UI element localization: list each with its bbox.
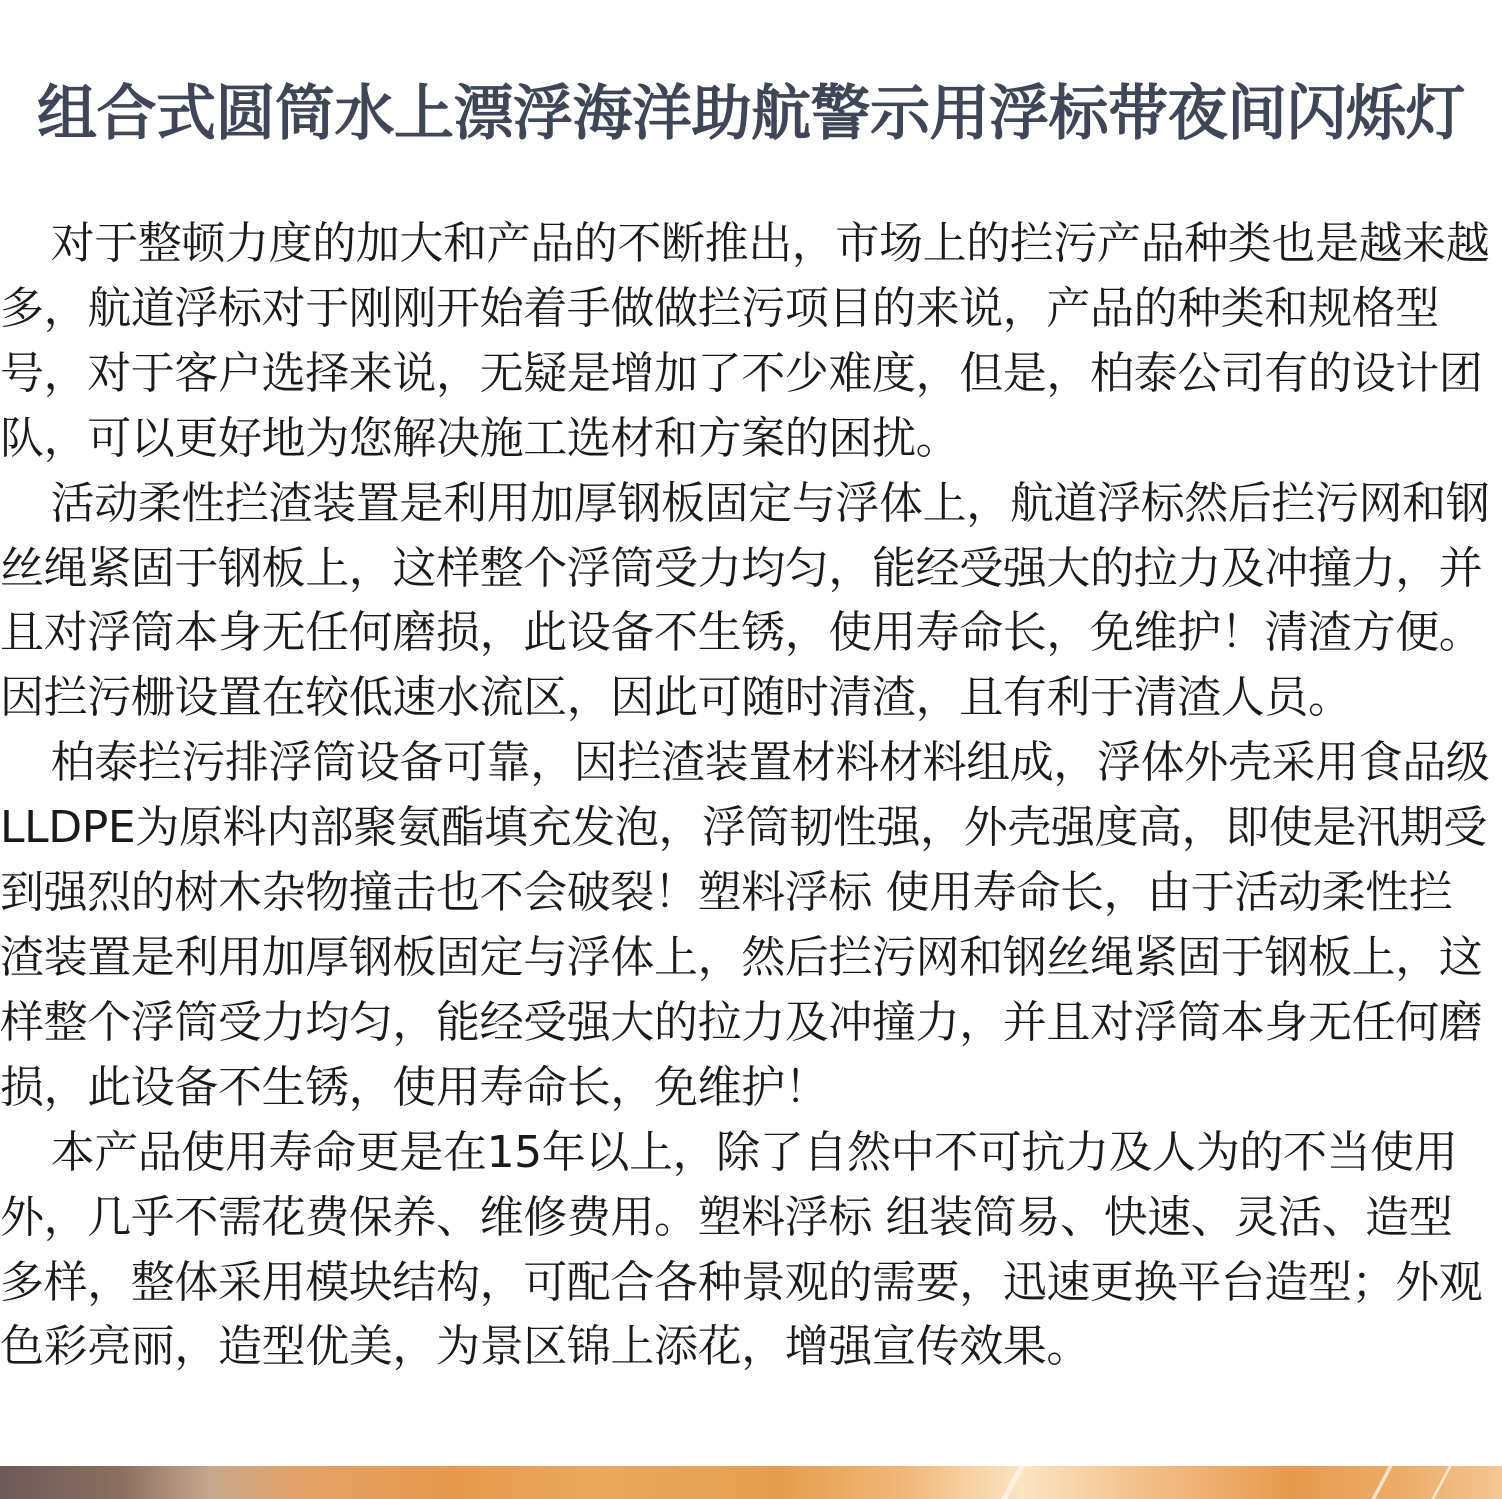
article-body xyxy=(0,212,1490,1380)
page-title: 组合式圆筒水上漂浮海洋助航警示用浮标带夜间闪烁灯 xyxy=(37,79,1465,149)
paragraph-4: 本产品使用寿命更是在15年以上，除了自然中不可抗力及人为的不当使用外，几乎不需花费保养、维修费用。塑料浮标 组装简易、快速、灵活、造型多样，整体采用模块结构，可配合各种景观的需要，迅速更换平台造型；外观色彩亮丽，造型优美，为景区锦上添花，增强宣传效果。 xyxy=(0,1126,1483,1373)
bottom-photo-strip xyxy=(0,1466,1502,1499)
paragraph-3: 柏泰拦污排浮筒设备可靠，因拦渣装置材料材料组成，浮体外壳采用食品级LLDPE为原料内部聚氨酯填充发泡，浮筒韧性强，外壳强度高，即使是汛期受到强烈的树木杂物撞击也不会破裂！塑料浮标 使用寿命长，由于活动柔性拦渣装置是利用加厚钢板固定与浮体上，然后拦污网和钢丝绳紧固于钢板上，这样整个浮筒受力均匀，能经受强大的拉力及冲撞力，并且对浮筒本身无任何磨损，此设备不生锈，使用寿命长，免维护！ xyxy=(0,737,1490,1113)
paragraph-2: 活动柔性拦渣装置是利用加厚钢板固定与浮体上，航道浮标然后拦污网和钢丝绳紧固于钢板上，这样整个浮筒受力均匀，能经受强大的拉力及冲撞力，并且对浮筒本身无任何磨损，此设备不生锈，使用寿命长，免维护！清渣方便。因拦污栅设置在较低速水流区，因此可随时清渣，且有利于清渣人员。 xyxy=(0,477,1490,724)
paragraph-1: 对于整顿力度的加大和产品的不断推出，市场上的拦污产品种类也是越来越多，航道浮标对于刚刚开始着手做做拦污项目的来说，产品的种类和规格型号，对于客户选择来说，无疑是增加了不少难度，但是，柏泰公司有的设计团队，可以更好地为您解决施工选材和方案的困扰。 xyxy=(0,218,1490,464)
